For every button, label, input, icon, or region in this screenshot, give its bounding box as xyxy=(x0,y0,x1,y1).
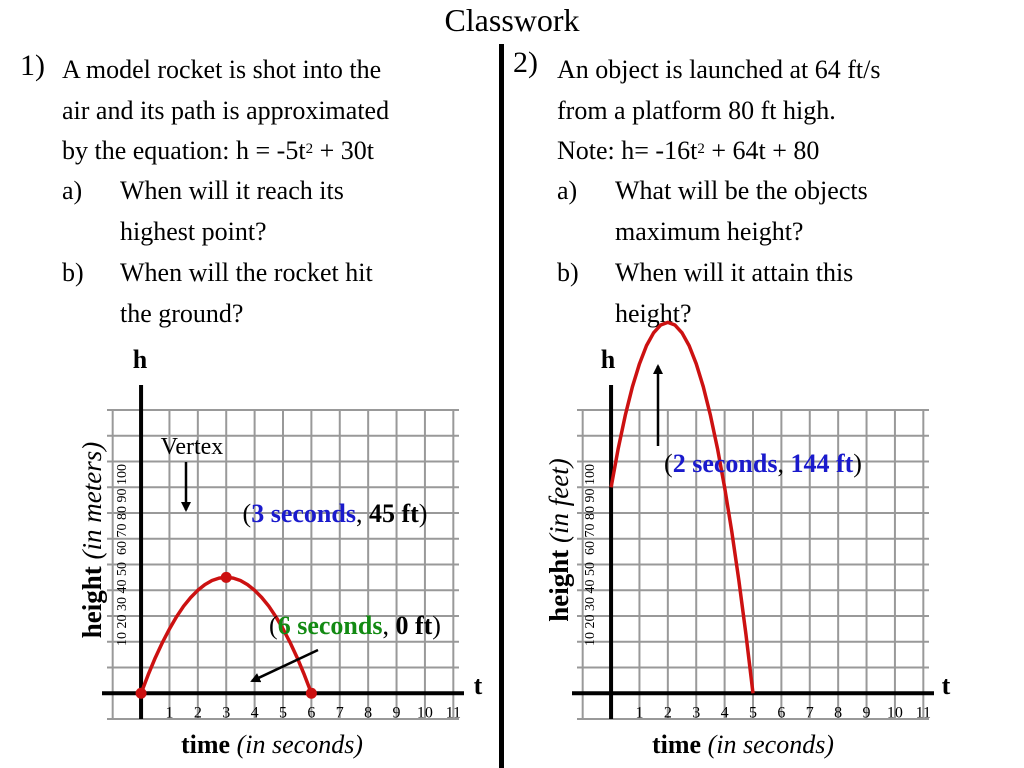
problem-2-line-1: An object is launched at 64 ft/s xyxy=(557,55,881,84)
problem-2-part-b-label: b) xyxy=(557,258,579,287)
column-divider xyxy=(499,44,504,768)
problem-1-line-1: A model rocket is shot into the xyxy=(62,55,382,84)
graph-2-vertex-coordinates xyxy=(664,449,862,478)
graph-2-vertex-height: 144 ft xyxy=(790,449,854,478)
graph-2-x-label-bold: time xyxy=(652,730,702,759)
problem-2-line-2: from a platform 80 ft high. xyxy=(557,95,836,125)
g1-x-tick-label: 8 xyxy=(364,704,373,722)
problem-1-part-a-label: a) xyxy=(62,176,83,205)
g1-x-tick-label: 9 xyxy=(392,704,401,722)
graph-2-vertex-close: ) xyxy=(853,449,862,478)
graph-1-vertex-sep: , xyxy=(355,499,369,528)
problem-1-line-2: air and its path is approximated xyxy=(62,95,390,125)
g1-series-line xyxy=(141,577,311,693)
g2-x-tick-label: 9 xyxy=(862,704,871,722)
problem-2-part-a-label: a) xyxy=(557,176,578,205)
graph-2-y-tick-labels: 10 20 30 40 50 60 70 80 90 100 xyxy=(583,464,598,646)
problem-1-part-a-line-1: When will it reach its xyxy=(120,176,344,205)
g1-x-tick-label: 6 xyxy=(307,704,316,722)
problem-1-equation xyxy=(62,131,389,172)
graph-1-y-tick-labels: 10 20 30 40 50 60 70 80 90 100 xyxy=(115,464,130,646)
problem-2-text xyxy=(557,50,880,172)
problem-2-part-b-text xyxy=(615,253,853,334)
problem-2-equation-sup: 2 xyxy=(697,141,705,157)
graph-1-grid xyxy=(107,410,462,722)
graph-1-y-axis-letter: h xyxy=(132,345,148,374)
problem-1-part-b-line-1: When will the rocket hit xyxy=(120,258,373,287)
graph-2-x-axis-letter: t xyxy=(941,671,951,700)
graph-2-axes xyxy=(572,385,934,722)
g2-x-tick-label: 10 xyxy=(886,704,903,722)
problem-2-part-a-line-1: What will be the objects xyxy=(615,176,868,205)
g2-x-tick-label: 3 xyxy=(692,704,701,722)
graph-1-y-label xyxy=(77,442,107,638)
graph-1-root-close: ) xyxy=(432,611,441,640)
graph-2-x-label xyxy=(652,730,834,759)
problem-1-part-b-label: b) xyxy=(62,258,84,287)
graph-1-x-label xyxy=(181,730,363,759)
graph-2-y-axis-letter: h xyxy=(600,345,616,374)
graph-1-axes xyxy=(102,385,464,722)
g1-x-tick-label: 2 xyxy=(193,704,202,722)
g1-x-tick-label: 4 xyxy=(250,704,259,722)
problem-1-text xyxy=(62,50,389,172)
graph-2-y-label-italic: (in feet) xyxy=(544,458,574,543)
g2-x-tick-label: 4 xyxy=(720,704,729,722)
graph-1-x-axis-letter: t xyxy=(473,671,483,700)
problem-2-part-b-line-2: height? xyxy=(615,298,692,328)
graph-1-vertex-open: ( xyxy=(242,499,252,528)
graph-2-curve xyxy=(611,322,753,693)
graph-2-vertex-sep: , xyxy=(777,449,791,478)
graph-1-vertex-coordinates xyxy=(243,499,428,528)
graph-2-x-ticks xyxy=(635,704,931,721)
problem-2-part-a-text xyxy=(615,171,868,252)
graph-2-y-label xyxy=(544,458,574,621)
problem-2-equation-pre: Note: h= -16t xyxy=(557,136,698,165)
g1-x-tick-label: 7 xyxy=(335,704,344,722)
g1-point xyxy=(306,688,317,699)
graph-1-root-coordinates xyxy=(269,611,441,640)
g1-x-tick-label: 10 xyxy=(416,704,433,722)
problem-1-part-a-line-2: highest point? xyxy=(120,216,267,246)
g1-x-tick-label: 1 xyxy=(165,704,174,722)
graph-2-y-label-bold: height xyxy=(544,549,574,622)
g2-x-tick-label: 7 xyxy=(805,704,814,722)
g1-x-tick-label: 11 xyxy=(445,704,462,722)
problem-1-number: 1) xyxy=(20,49,45,82)
problem-1-equation-pre: by the equation: h = -5t xyxy=(62,136,306,165)
g2-x-tick-label: 8 xyxy=(834,704,843,722)
problem-1-equation-post: + 30t xyxy=(313,136,374,165)
problem-2-number: 2) xyxy=(513,46,538,79)
g2-x-tick-label: 2 xyxy=(663,704,672,722)
problem-2-equation-post: + 64t + 80 xyxy=(704,136,820,165)
graph-1-root-sep: , xyxy=(382,611,396,640)
graph-1-root-height: 0 ft xyxy=(395,611,433,640)
g1-point xyxy=(136,688,147,699)
problem-2-part-b-line-1: When will it attain this xyxy=(615,258,854,287)
g2-x-tick-label: 1 xyxy=(635,704,644,722)
g2-series-line xyxy=(611,322,753,693)
graph-1-curve xyxy=(141,577,311,693)
problem-1-part-b-line-2: the ground? xyxy=(120,298,244,328)
problem-1-equation-sup: 2 xyxy=(305,141,314,157)
graph-1-x-label-bold: time xyxy=(181,730,231,759)
graph-2-grid xyxy=(577,410,932,722)
graph-2-vertex-open: ( xyxy=(664,449,673,478)
problem-1-part-a-text xyxy=(120,171,344,252)
graph-1-y-label-italic: (in meters) xyxy=(77,441,107,560)
graph-1-points xyxy=(136,572,317,699)
problem-2-part-a-line-2: maximum height? xyxy=(615,216,804,246)
graph-2-x-label-italic: (in seconds) xyxy=(707,730,834,759)
problem-2-equation xyxy=(557,131,880,172)
graph-1-vertex-height: 45 ft xyxy=(368,499,419,528)
g1-x-tick-label: 5 xyxy=(279,704,287,722)
g2-x-tick-label: 11 xyxy=(915,704,932,722)
graph-1-root-time: 6 seconds xyxy=(277,611,383,640)
graph-1-root-open: ( xyxy=(269,611,278,640)
g1-x-tick-label: 3 xyxy=(222,704,231,722)
graph-2-vertex-time: 2 seconds xyxy=(672,449,778,478)
problem-1-part-b-text xyxy=(120,253,373,334)
graph-1-x-ticks xyxy=(165,704,461,721)
page-title: Classwork xyxy=(444,2,580,38)
g1-point xyxy=(221,572,232,583)
graph-1-vertex-close: ) xyxy=(418,499,428,528)
g2-x-tick-label: 6 xyxy=(777,704,786,722)
graph-1-x-label-italic: (in seconds) xyxy=(236,730,363,759)
graph-1-root-arrow xyxy=(252,650,318,681)
graph-1-y-label-bold: height xyxy=(77,566,107,639)
graph-1-vertex-label: Vertex xyxy=(160,434,224,460)
graph-1-vertex-time: 3 seconds xyxy=(251,499,356,528)
g2-x-tick-label: 5 xyxy=(749,704,757,722)
